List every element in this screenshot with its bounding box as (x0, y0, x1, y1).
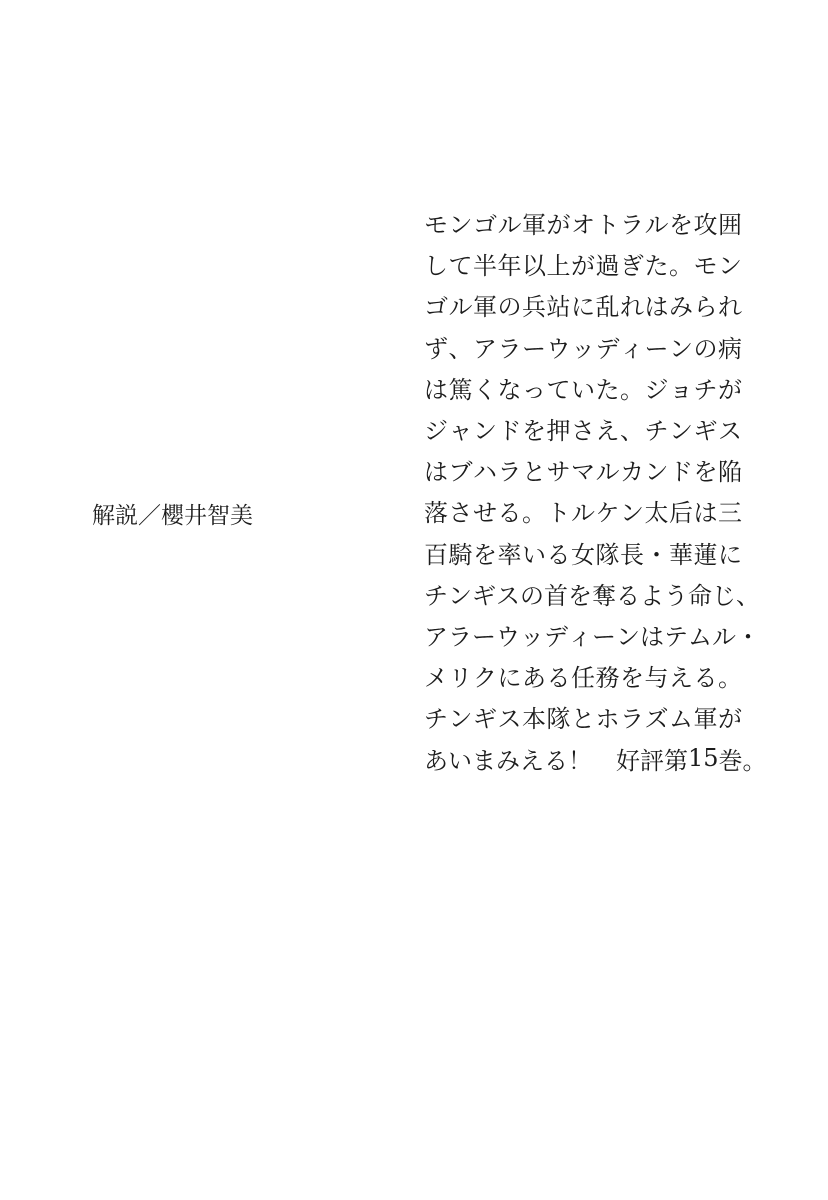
synopsis-line: あ い ま み え る ！ 好 評 第 15 巻 。 (424, 744, 767, 775)
synopsis-line: モ ン ゴ ル 軍 が オ ト ラ ル を 攻 囲 (424, 211, 742, 240)
synopsis-line: ア ラ ー ウ ッ デ ィ ー ン は テ ム ル ・ (424, 622, 760, 651)
synopsis-line: チ ン ギ ス の 首 を 奪 る よ う 命 じ 、 (424, 581, 760, 610)
synopsis-line: ジ ャ ン ド を 押 さ え 、 チ ン ギ ス (424, 417, 742, 446)
synopsis-line: ゴ ル 軍 の 兵 站 に 乱 れ は み ら れ (424, 293, 742, 322)
synopsis-line: は 篤 く な っ て い た 。 ジ ョ チ が (424, 375, 742, 404)
commentary-credit: 解説／櫻井智美 (92, 503, 253, 529)
synopsis-line: し て 半 年 以 上 が 過 ぎ た 。 モ ン (424, 252, 742, 281)
synopsis-line: ず 、 ア ラ ー ウ ッ デ ィ ー ン の 病 (424, 334, 742, 363)
synopsis-line: メ リ ク に あ る 任 務 を 与 え る 。 (424, 664, 742, 693)
synopsis-line: 落 さ せ る 。 ト ル ケ ン 太 后 は 三 (424, 499, 742, 528)
synopsis-line: 百 騎 を 率 い る 女 隊 長 ・ 華 蓮 に (424, 540, 742, 569)
synopsis-line: チ ン ギ ス 本 隊 と ホ ラ ズ ム 軍 が (424, 705, 742, 734)
synopsis-text (424, 202, 767, 779)
synopsis-line: は ブ ハ ラ と サ マ ル カ ン ド を 陥 (424, 458, 742, 487)
